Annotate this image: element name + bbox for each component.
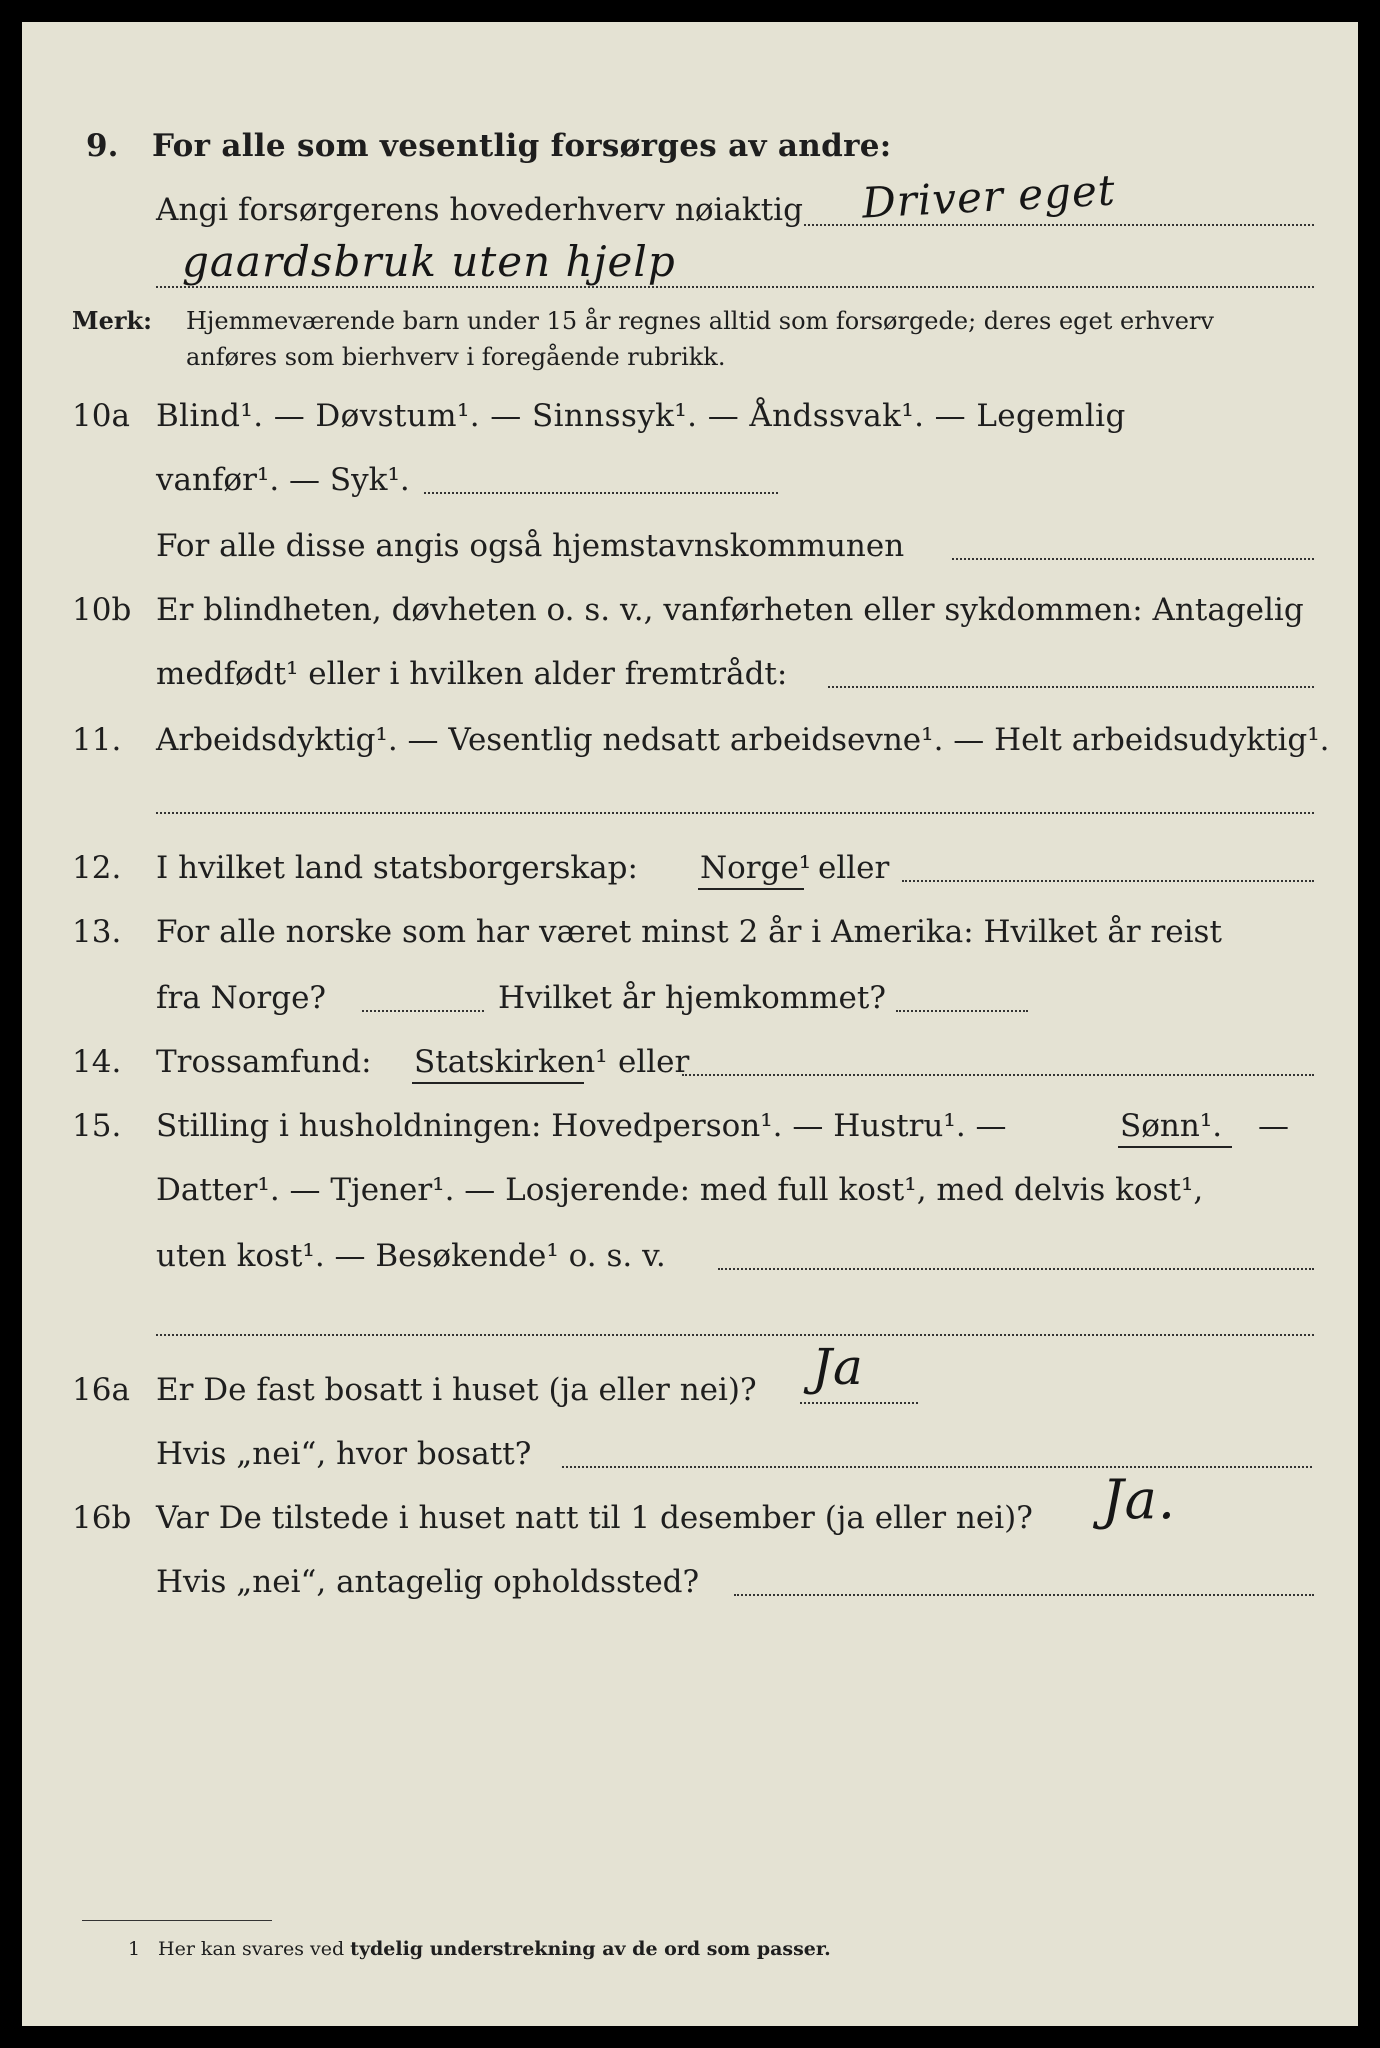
q9-number: 9. bbox=[86, 128, 119, 164]
footnote-rule bbox=[82, 1920, 272, 1921]
footnote-text-bold: tydelig understrekning av de ord som passer. bbox=[350, 1938, 831, 1960]
q14-prefix: Trossamfund: bbox=[156, 1044, 372, 1080]
q13-reist-line bbox=[362, 1010, 484, 1012]
q16b-opholdssted-line bbox=[734, 1594, 1314, 1596]
q16a-handwritten-answer: Ja bbox=[812, 1338, 864, 1396]
q16a-number: 16a bbox=[72, 1372, 130, 1408]
q10a-number: 10a bbox=[72, 398, 130, 434]
q10a-line1: Blind¹. — Døvstum¹. — Sinnssyk¹. — Åndssvak¹. — Legemlig bbox=[156, 398, 1126, 434]
q16b-line2: Hvis „nei“, antagelig opholdssted? bbox=[156, 1564, 700, 1600]
q10a-hjemstavn-line bbox=[952, 558, 1314, 560]
q16b-line1: Var De tilstede i huset natt til 1 desember (ja eller nei)? bbox=[156, 1500, 1033, 1536]
q12-number: 12. bbox=[72, 850, 122, 886]
footnote-marker: 1 bbox=[128, 1938, 141, 1960]
q9-answer-line2 bbox=[156, 286, 1314, 288]
q9-handwritten-answer-1: Driver eget bbox=[860, 165, 1117, 228]
q16b-number: 16b bbox=[72, 1500, 132, 1536]
q14-option-statskirken: Statskirken¹ bbox=[414, 1044, 608, 1080]
q9-handwritten-answer-2: gaardsbruk uten hjelp bbox=[182, 237, 676, 286]
q12-prefix: I hvilket land statsborgerskap: bbox=[156, 850, 638, 886]
footnote-text-regular: Her kan svares ved bbox=[158, 1938, 345, 1960]
q15-number: 15. bbox=[72, 1108, 122, 1144]
q15-line2: Datter¹. — Tjener¹. — Losjerende: med full kost¹, med delvis kost¹, bbox=[156, 1172, 1204, 1208]
q16a-line2: Hvis „nei“, hvor bosatt? bbox=[156, 1436, 532, 1472]
q10b-alder-line bbox=[828, 686, 1314, 688]
q15-line1c: — bbox=[1258, 1108, 1289, 1144]
q13-line1: For alle norske som har været minst 2 år i Amerika: Hvilket år reist bbox=[156, 914, 1222, 950]
q11-answer-line bbox=[156, 812, 1314, 814]
q16a-line1: Er De fast bosatt i huset (ja eller nei)? bbox=[156, 1372, 757, 1408]
merk-label: Merk: bbox=[72, 306, 152, 335]
q9-line2: Angi forsørgerens hovederhverv nøiaktig bbox=[156, 192, 803, 228]
q10a-line3: For alle disse angis også hjemstavnskommunen bbox=[156, 528, 905, 564]
merk-line1: Hjemmeværende barn under 15 år regnes alltid som forsørgede; deres eget erhverv bbox=[186, 307, 1214, 335]
footnote-text bbox=[158, 1938, 831, 1960]
q10b-line1: Er blindheten, døvheten o. s. v., vanførheten eller sykdommen: Antagelig bbox=[156, 592, 1304, 628]
form-page bbox=[22, 22, 1358, 2026]
q12-option-norge: Norge¹ bbox=[700, 850, 812, 886]
q15-answer-line2 bbox=[156, 1334, 1314, 1336]
q14-underline bbox=[412, 1082, 584, 1084]
q11-line1: Arbeidsdyktig¹. — Vesentlig nedsatt arbeidsevne¹. — Helt arbeidsudyktig¹. bbox=[156, 722, 1330, 758]
q14-answer-line bbox=[682, 1074, 1314, 1076]
q15-answer-line bbox=[718, 1268, 1314, 1270]
q13-line2a: fra Norge? bbox=[156, 980, 327, 1016]
q15-line3: uten kost¹. — Besøkende¹ o. s. v. bbox=[156, 1238, 666, 1274]
merk-line2: anføres som bierhverv i foregående rubrikk. bbox=[186, 343, 726, 371]
q15-line1a: Stilling i husholdningen: Hovedperson¹. — Hustru¹. — bbox=[156, 1108, 1007, 1144]
q9-line1: For alle som vesentlig forsørges av andre: bbox=[152, 128, 892, 164]
q13-hjemkommet-line bbox=[896, 1010, 1028, 1012]
q16b-handwritten-answer: Ja. bbox=[1102, 1468, 1177, 1531]
q14-number: 14. bbox=[72, 1044, 122, 1080]
q13-line2b: Hvilket år hjemkommet? bbox=[498, 980, 886, 1016]
q10b-line2: medfødt¹ eller i hvilken alder fremtrådt: bbox=[156, 656, 788, 692]
q10a-line2: vanfør¹. — Syk¹. bbox=[156, 462, 410, 498]
q11-number: 11. bbox=[72, 722, 122, 758]
q16a-answer-line bbox=[800, 1402, 918, 1404]
q10b-number: 10b bbox=[72, 592, 132, 628]
q12-suffix: eller bbox=[818, 850, 890, 886]
q15-underline bbox=[1118, 1146, 1232, 1148]
q13-number: 13. bbox=[72, 914, 122, 950]
q12-answer-line bbox=[902, 880, 1314, 882]
q15-option-sonn: Sønn¹. bbox=[1120, 1108, 1223, 1144]
q12-underline bbox=[698, 888, 804, 890]
q16a-bosatt-line bbox=[562, 1466, 1312, 1468]
q14-suffix: eller bbox=[618, 1044, 690, 1080]
q10a-syk-line bbox=[424, 492, 778, 494]
